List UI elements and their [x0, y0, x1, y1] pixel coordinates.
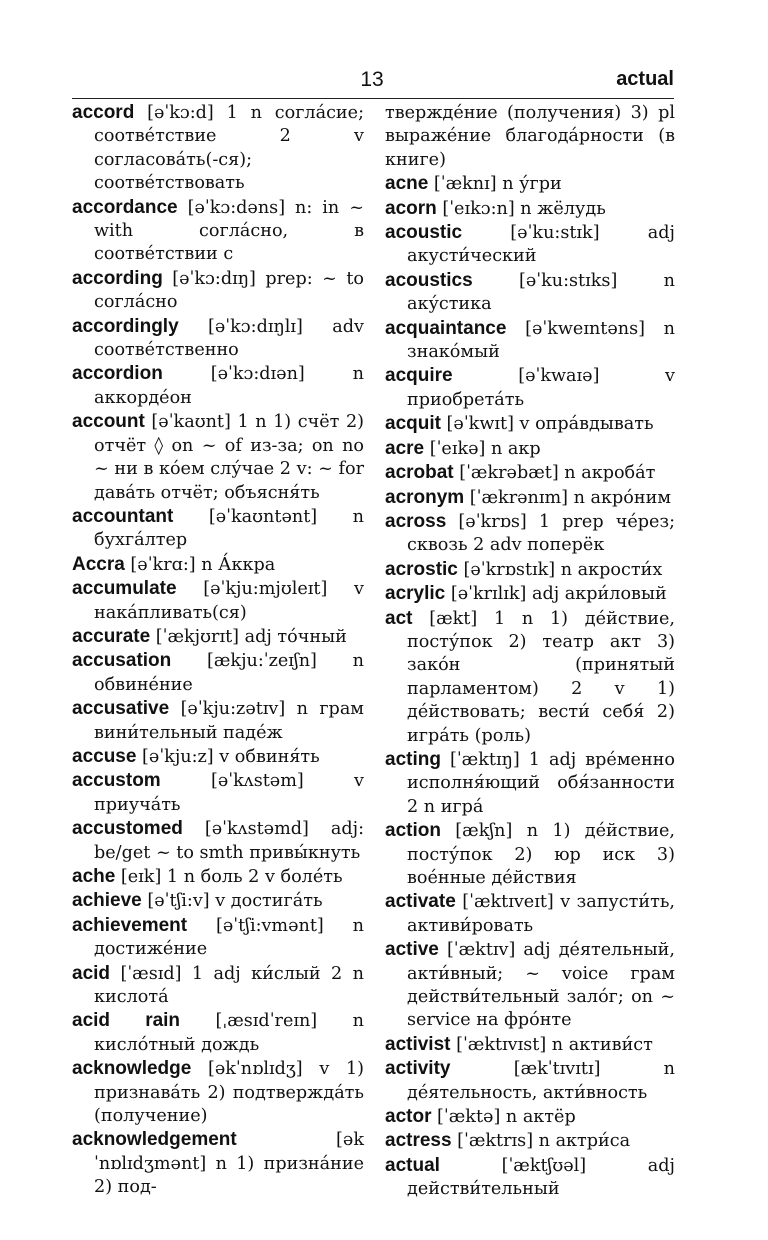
entry-definition: [ˈeɪkə] n акр [424, 438, 541, 459]
dictionary-entry [385, 101, 675, 172]
dictionary-entry [72, 1128, 364, 1199]
entry-definition: [əˈkrɒstɪk] n акрости́х [457, 559, 663, 580]
dictionary-entry [385, 197, 675, 221]
entry-headword: activate [385, 891, 456, 913]
dictionary-entry [385, 172, 675, 196]
dictionary-entry [72, 553, 364, 577]
entry-definition: [ˈæsɪd] 1 adj ки́слый 2 n кислота́ [94, 963, 364, 1008]
dictionary-entry [385, 748, 675, 819]
entry-headword: activist [385, 1033, 451, 1055]
entry-definition: [ækju:ˈzeɪʃn] n обвине́ние [94, 651, 364, 695]
dictionary-entry [385, 558, 675, 582]
entry-headword: across [385, 510, 447, 532]
entry-definition: [əˈtʃi:vmənt] n достиже́ние [94, 915, 364, 960]
dictionary-entry [385, 364, 675, 412]
entry-headword: achievement [72, 914, 188, 936]
dictionary-entry [72, 817, 364, 865]
dictionary-entry [72, 362, 364, 410]
dictionary-entry [385, 510, 675, 558]
dictionary-entry [385, 437, 675, 461]
entry-definition: [ˈækrənɪm] n акро́ним [464, 487, 672, 508]
dictionary-entry [385, 582, 675, 606]
entry-headword: acoustics [385, 269, 473, 291]
entry-headword: accusation [72, 650, 172, 672]
dictionary-entry [385, 938, 675, 1033]
entry-definition: [əkˈnɒlɪdʒmənt] n 1) призна́ние 2) под- [94, 1130, 364, 1198]
dictionary-entry [385, 486, 675, 510]
guide-word: actual [616, 68, 674, 90]
entry-headword: achieve [72, 890, 142, 912]
entry-definition: [əˈkju:zətɪv] n грам вини́тельный паде́ж [94, 699, 364, 743]
dictionary-entry [385, 221, 675, 269]
entry-definition: [ˈæktɪŋ] 1 adj вре́менно исполня́ющий обя́занности 2 n игра́ [407, 749, 675, 817]
entry-definition: [əˈkrɒs] 1 prep че́рез; сквозь 2 adv поперёк [407, 511, 675, 556]
dictionary-entry [72, 1057, 364, 1128]
entry-definition: [əˈkɔ:dɪŋ] prep: ~ to согла́сно [94, 268, 364, 313]
entry-headword: actor [385, 1106, 432, 1128]
entry-definition: [əˈkju:z] v обвиня́ть [136, 746, 320, 767]
entry-definition: [əˈkɔ:d] 1 n согла́сие; соотве́тствие 2 v согласова́ть(-ся); соотве́тствовать [94, 103, 364, 194]
dictionary-entry [72, 889, 364, 913]
dictionary-entry [385, 1154, 675, 1202]
entry-headword: action [385, 820, 441, 842]
dictionary-entry [72, 267, 364, 315]
entry-headword: Accra [72, 553, 125, 575]
entry-headword: acquit [385, 413, 441, 435]
entry-headword: acid [72, 962, 111, 984]
entry-definition: [əˈkʌstəmd] adj: be/get ~ to smth привы́кнуть [94, 819, 364, 863]
entry-definition: [ˈæktɪvɪst] n активи́ст [450, 1034, 653, 1055]
entry-definition: [ækʃn] n 1) де́йствие, посту́пок 2) юр иск 3) вое́нные де́йствия [407, 821, 675, 888]
entry-definition: [ˈækjʊrɪt] adj то́чный [150, 626, 347, 647]
entry-headword: accusative [72, 698, 170, 720]
entry-definition: [ˈæktɪv] adj де́ятельный, акти́вный; ~ voice грам действи́тельный зало́г; on ~ service на фро́нте [407, 940, 675, 1031]
entry-definition: [əˈkʌstəm] v приуча́ть [94, 771, 364, 815]
dictionary-entry [72, 697, 364, 745]
entry-headword: accordance [72, 196, 178, 218]
entry-headword: accustomed [72, 818, 183, 840]
dictionary-entry [385, 819, 675, 890]
entry-definition: [eɪk] 1 n боль 2 v боле́ть [115, 867, 343, 887]
entry-headword: account [72, 411, 145, 433]
dictionary-entry [72, 101, 364, 196]
dictionary-entry [72, 769, 364, 817]
entry-definition: [ˈeɪkɔ:n] n жёлудь [436, 198, 606, 219]
entry-definition: [əˈkweɪntəns] n знако́мый [407, 318, 675, 363]
entry-definition: [əˈkju:mjʊleɪt] v нака́пливать(ся) [94, 579, 364, 623]
dictionary-entry [385, 461, 675, 485]
entry-headword: accumulate [72, 578, 177, 600]
right-column [385, 101, 675, 1202]
dictionary-entry [72, 625, 364, 649]
dictionary-entry [72, 410, 364, 505]
entry-headword: activity [385, 1058, 451, 1080]
entry-headword: acre [385, 437, 425, 459]
entry-definition: [əˈkwaɪə] v приобрета́ть [407, 366, 675, 410]
entry-headword: accurate [72, 625, 151, 647]
dictionary-entry [72, 577, 364, 625]
entry-definition: [əˈtʃi:v] v достига́ть [141, 891, 323, 912]
entry-definition: [ˌæsɪdˈreɪn] n кисло́тный дождь [94, 1011, 364, 1055]
entry-headword: acknowledge [72, 1058, 192, 1080]
entry-headword: acrylic [385, 583, 446, 605]
entry-headword: acne [385, 173, 429, 195]
entry-definition: [ˈæktʃʊəl] adj действи́тельный [407, 1155, 675, 1200]
left-column [72, 101, 364, 1200]
dictionary-entry [385, 269, 675, 317]
dictionary-entry [72, 914, 364, 962]
entry-definition: [əˈkrɑ:] n А́ккра [124, 554, 276, 575]
entry-definition: [ˈæknɪ] n у́гри [428, 174, 562, 195]
entry-definition: [əˈkɔ:dɪən] n аккорде́он [94, 364, 364, 408]
dictionary-entry [72, 505, 364, 553]
dictionary-entry [72, 315, 364, 363]
dictionary-entry [385, 317, 675, 365]
entry-headword: act [385, 607, 413, 629]
entry-headword: according [72, 267, 163, 289]
dictionary-entry [385, 1033, 675, 1057]
dictionary-entry [385, 1057, 675, 1105]
header-rule [72, 98, 674, 99]
dictionary-entry [72, 649, 364, 697]
entry-headword: acrobat [385, 462, 454, 484]
entry-definition: [əˈkaʊntənt] n бухга́лтер [94, 506, 364, 551]
entry-headword: active [385, 939, 439, 961]
dictionary-entry [385, 1105, 675, 1129]
page-number: 13 [360, 68, 384, 91]
entry-headword: accordion [72, 363, 163, 385]
entry-headword: actress [385, 1130, 452, 1152]
entry-headword: actual [385, 1154, 440, 1176]
entry-definition: тверждéние (получения) 3) pl выражéние благода́рности (в книге) [385, 103, 675, 170]
entry-definition: [ækt] 1 n 1) де́йствие, посту́пок 2) театр акт 3) зако́н (принятый парламентом) 2 v 1) де́йствовать; вести́ себя́ 2) игра́ть (роль) [407, 608, 675, 746]
entry-headword: acquaintance [385, 317, 507, 339]
dictionary-entry [385, 607, 675, 748]
entry-definition: [əˈkwɪt] v опра́вдывать [440, 414, 654, 435]
entry-headword: accordingly [72, 315, 179, 337]
entry-headword: accustom [72, 770, 161, 792]
dictionary-entry [385, 1129, 675, 1153]
entry-headword: accord [72, 102, 135, 123]
entry-definition: [ˈæktrɪs] n актри́са [451, 1131, 631, 1152]
entry-headword: acorn [385, 197, 437, 219]
entry-definition: [əˈku:stɪk] adj акусти́ческий [407, 223, 675, 267]
entry-definition: [ækˈtɪvɪtɪ] n де́ятельность, акти́вность [407, 1059, 675, 1103]
entry-headword: ache [72, 866, 116, 887]
entry-definition: [ˈæktɪveɪt] v запусти́ть, активи́ровать [407, 892, 675, 936]
entry-definition: [əˈkɔ:dɪŋlɪ] adv соотве́тственно [94, 316, 364, 361]
dictionary-entry [72, 196, 364, 267]
entry-headword: acting [385, 748, 441, 770]
entry-definition: [əˈkaʊnt] 1 n 1) счёт 2) отчёт ◊ on ~ of из-за; on no ~ ни в ко́ем слу́чае 2 v: ~ for дава́ть отчёт; объясня́ть [94, 412, 364, 503]
entry-headword: acid rain [72, 1010, 181, 1032]
entry-headword: acronym [385, 486, 465, 508]
entry-definition: [əˈku:stɪks] n аку́стика [407, 270, 675, 315]
entry-headword: acquire [385, 365, 453, 387]
dictionary-entry [72, 962, 364, 1010]
entry-definition: [əkˈnɒlɪdʒ] v 1) признава́ть 2) подтвержда́ть (получение) [94, 1059, 364, 1127]
entry-definition: [əˈkɔ:dəns] n: in ~ with согла́сно, в соотве́тствии с [94, 197, 364, 265]
entry-headword: acoustic [385, 222, 463, 244]
entry-headword: acknowledgement [72, 1129, 237, 1151]
entry-definition: [əˈkrɪlɪk] adj акри́ловый [445, 584, 667, 605]
dictionary-entry [385, 412, 675, 436]
dictionary-entry [72, 865, 364, 889]
entry-definition: [ˈækrəbæt] n акроба́т [453, 463, 656, 484]
dictionary-entry [72, 1009, 364, 1057]
dictionary-entry [72, 745, 364, 769]
entry-definition: [ˈæktə] n актёр [431, 1107, 576, 1128]
entry-headword: accountant [72, 505, 174, 527]
entry-headword: acrostic [385, 558, 458, 580]
entry-headword: accuse [72, 745, 137, 767]
dictionary-entry [385, 890, 675, 938]
